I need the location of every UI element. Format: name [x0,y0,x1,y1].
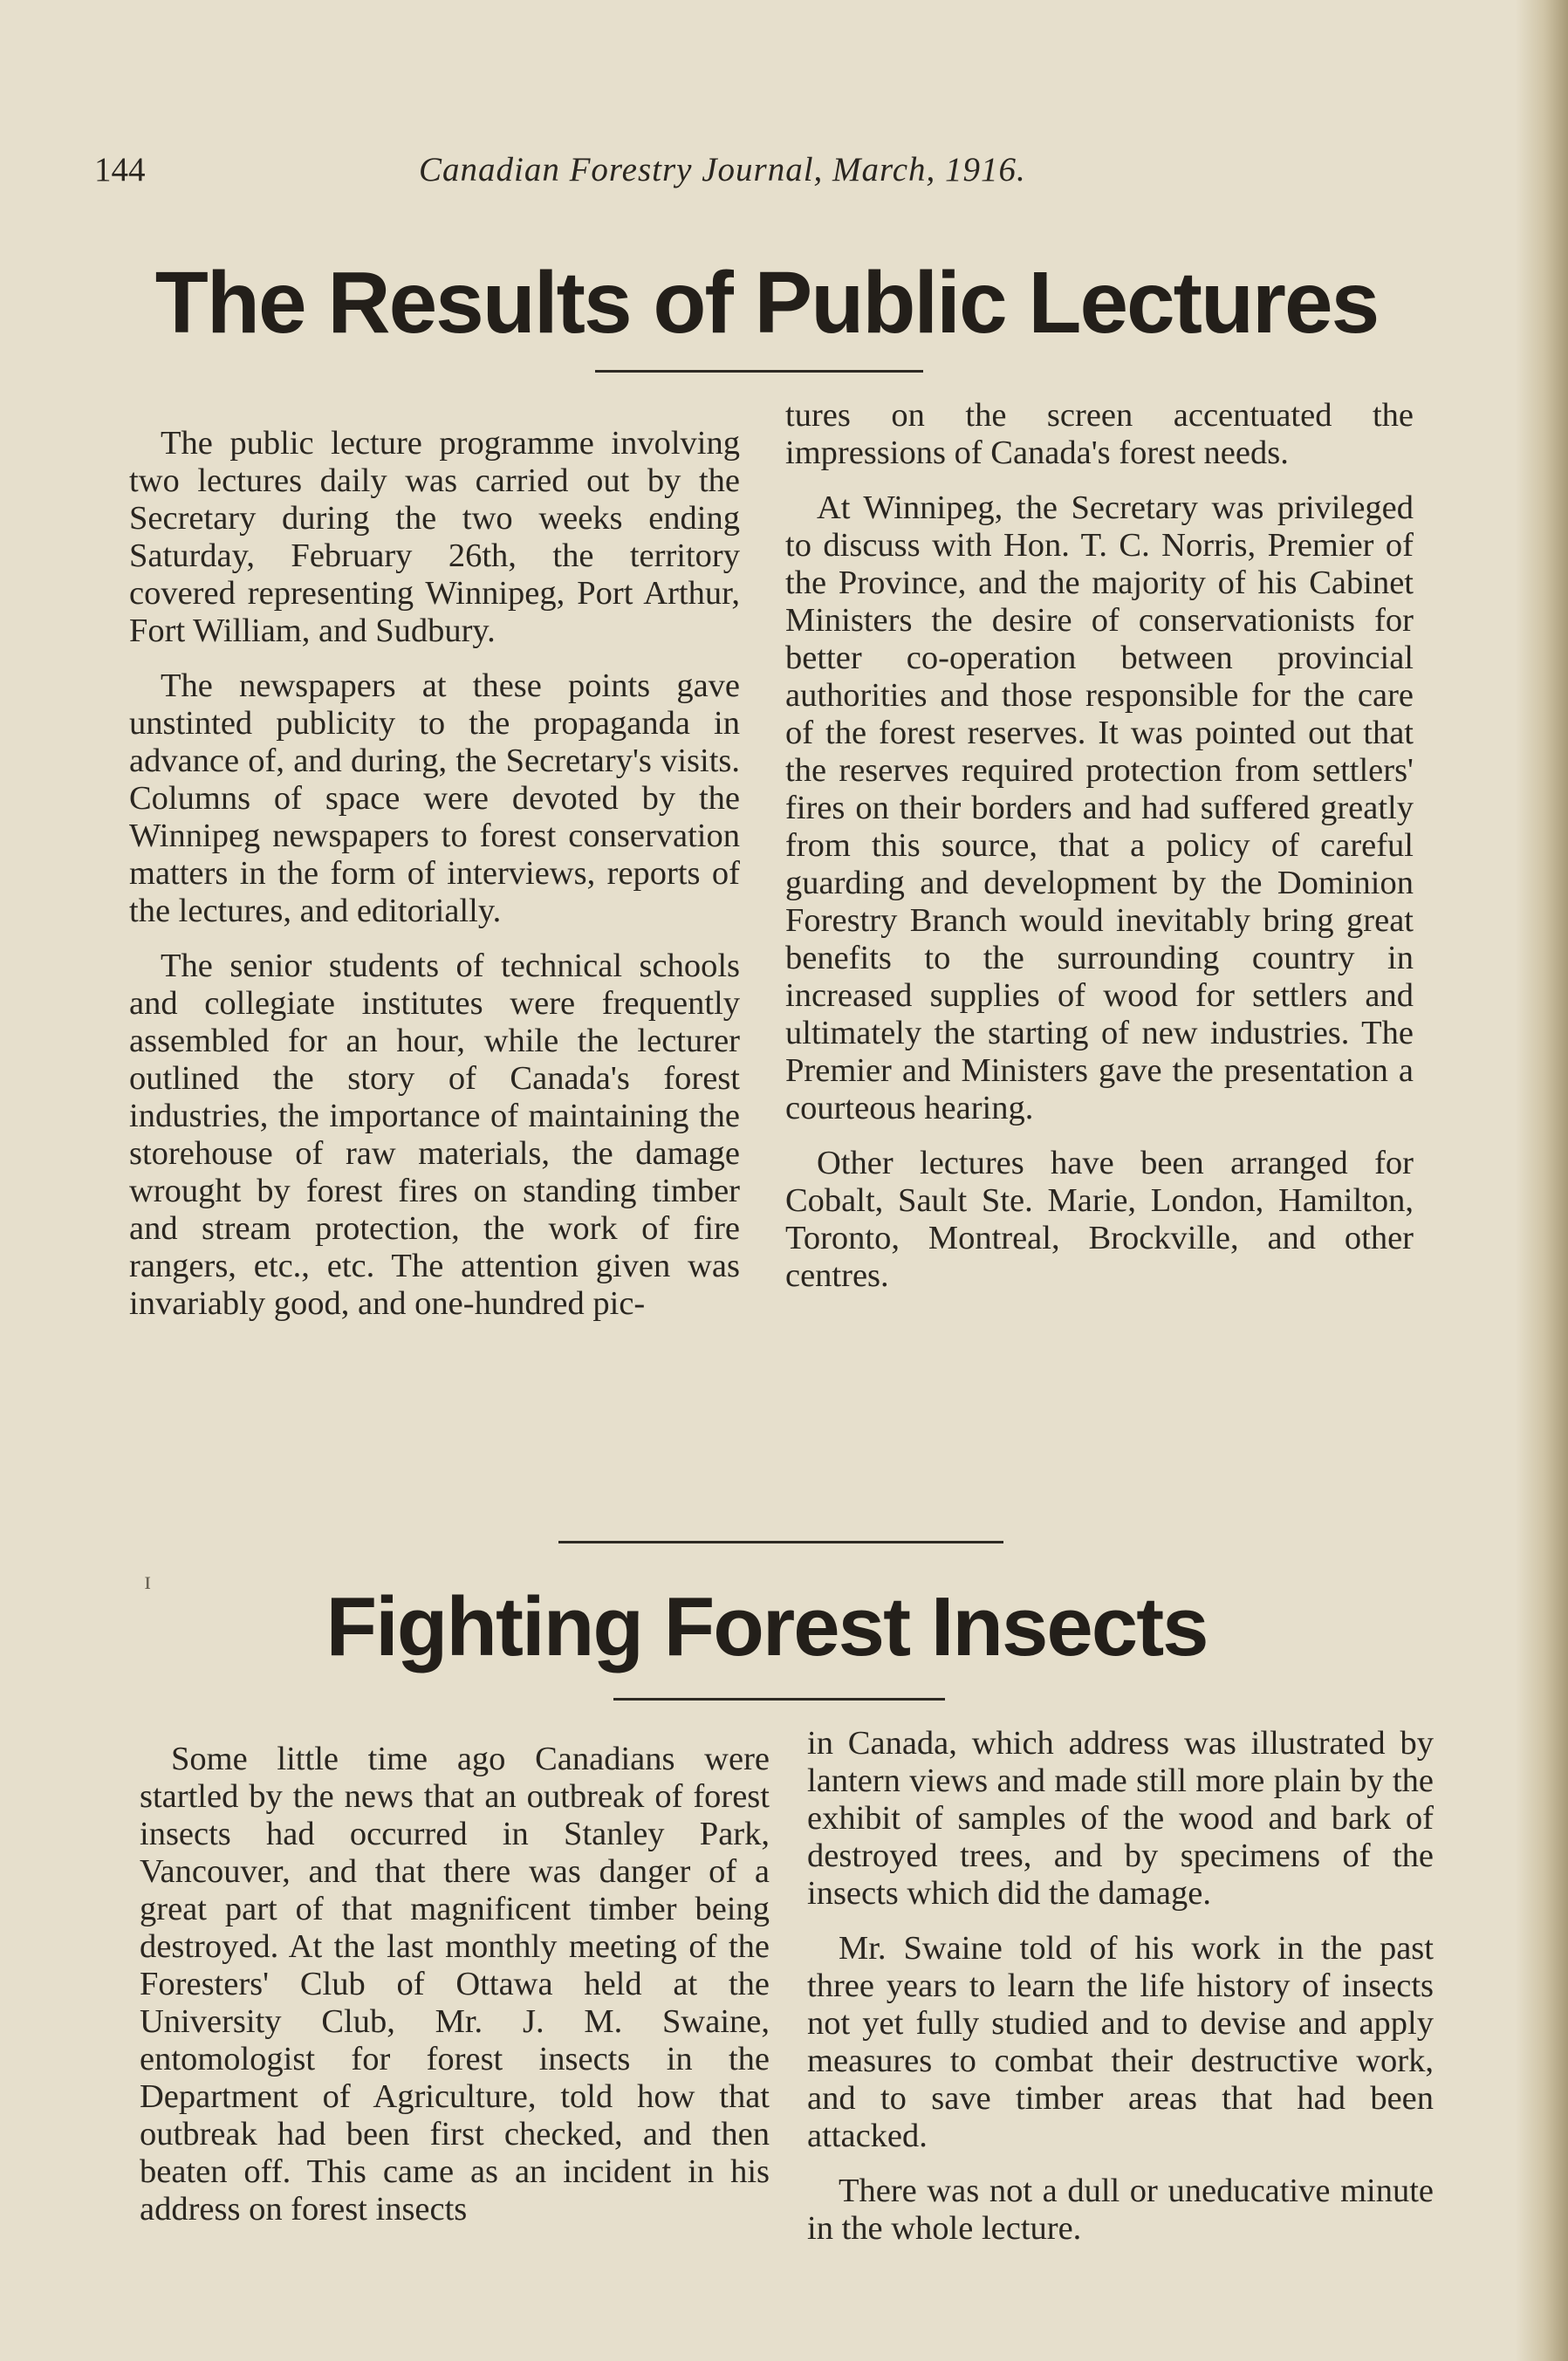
article2-column-right [807,1725,1434,2248]
paragraph: The public lecture programme involving two lectures daily was carried out by the Secretary during the two weeks ending Saturday, February 26th, the territory covered representing Winnipeg, Port Arthur, Fort William, and Sudbury. [129,425,740,649]
title-underline-rule [613,1698,945,1701]
paragraph: tures on the screen accentuated the impressions of Canada's forest needs. [785,397,1414,471]
title-underline-rule [595,370,923,373]
article-title-public-lectures: The Results of Public Lectures [154,254,1379,352]
page-header [94,150,1403,202]
page-number: 144 [94,151,146,188]
paragraph: The senior students of technical schools and collegiate institutes were frequently assembled for an hour, while the lecturer outlined the story of Canada's forest industries, the importance of maintaining the storehouse of raw materials, the damage wrought by forest fires on standing timber and stream protection, the work of fire rangers, etc., etc. The attention given was invariably good, and one-hundred pic- [129,948,740,1322]
running-head: Canadian Forestry Journal, March, 1916. [419,151,1026,188]
paragraph: At Winnipeg, the Secretary was privileged to discuss with Hon. T. C. Norris, Premier of the Province, and the majority of his Cabinet Ministers the desire of conservationists for better co-operation between provincial authorities and those responsible for the care of the forest reserves. It was pointed out that the reserves required protection from settlers' fires on their borders and had suffered greatly from this source, that a policy of careful guarding and development by the Dominion Forestry Branch would inevitably bring great benefits to the surrounding country in increased supplies of wood for settlers and ultimately the starting of new industries. The Premier and Ministers gave the presentation a courteous hearing. [785,489,1414,1126]
section-divider-rule [558,1541,1003,1543]
article2-column-left [140,1741,770,2228]
paragraph: Mr. Swaine told of his work in the past three years to learn the life history of insects not yet fully studied and to devise and apply measures to combat their destructive work, and to save timber areas that had been attacked. [807,1930,1434,2154]
page-edge-shadow [1516,0,1568,2361]
print-mark: ɪ [144,1566,152,1595]
paragraph: The newspapers at these points gave unstinted publicity to the propaganda in advance of, and during, the Secretary's visits. Columns of space were devoted by the Winnipeg newspapers to forest conservation matters in the form of interviews, reports of the lectures, and editorially. [129,667,740,929]
article1-column-left [129,425,740,1323]
paragraph: Some little time ago Canadians were startled by the news that an outbreak of forest insects had occurred in Stanley Park, Vancouver, and that there was danger of a great part of that magnificent timber being destroyed. At the last monthly meeting of the Foresters' Club of Ottawa held at the University Club, Mr. J. M. Swaine, entomologist for forest insects in the Department of Agriculture, told how that outbreak had been first checked, and then beaten off. This came as an incident in his address on forest insects [140,1741,770,2228]
paragraph: Other lectures have been arranged for Cobalt, Sault Ste. Marie, London, Hamilton, Toronto, Montreal, Brockville, and other centres. [785,1145,1414,1294]
article1-column-right [785,397,1414,1295]
article-title-forest-insects: Fighting Forest Insects [325,1580,1208,1673]
paragraph: in Canada, which address was illustrated by lantern views and made still more plain by the exhibit of samples of the wood and bark of destroyed trees, and by specimens of the insects which did the damage. [807,1725,1434,1912]
paragraph: There was not a dull or uneducative minute in the whole lecture. [807,2173,1434,2247]
